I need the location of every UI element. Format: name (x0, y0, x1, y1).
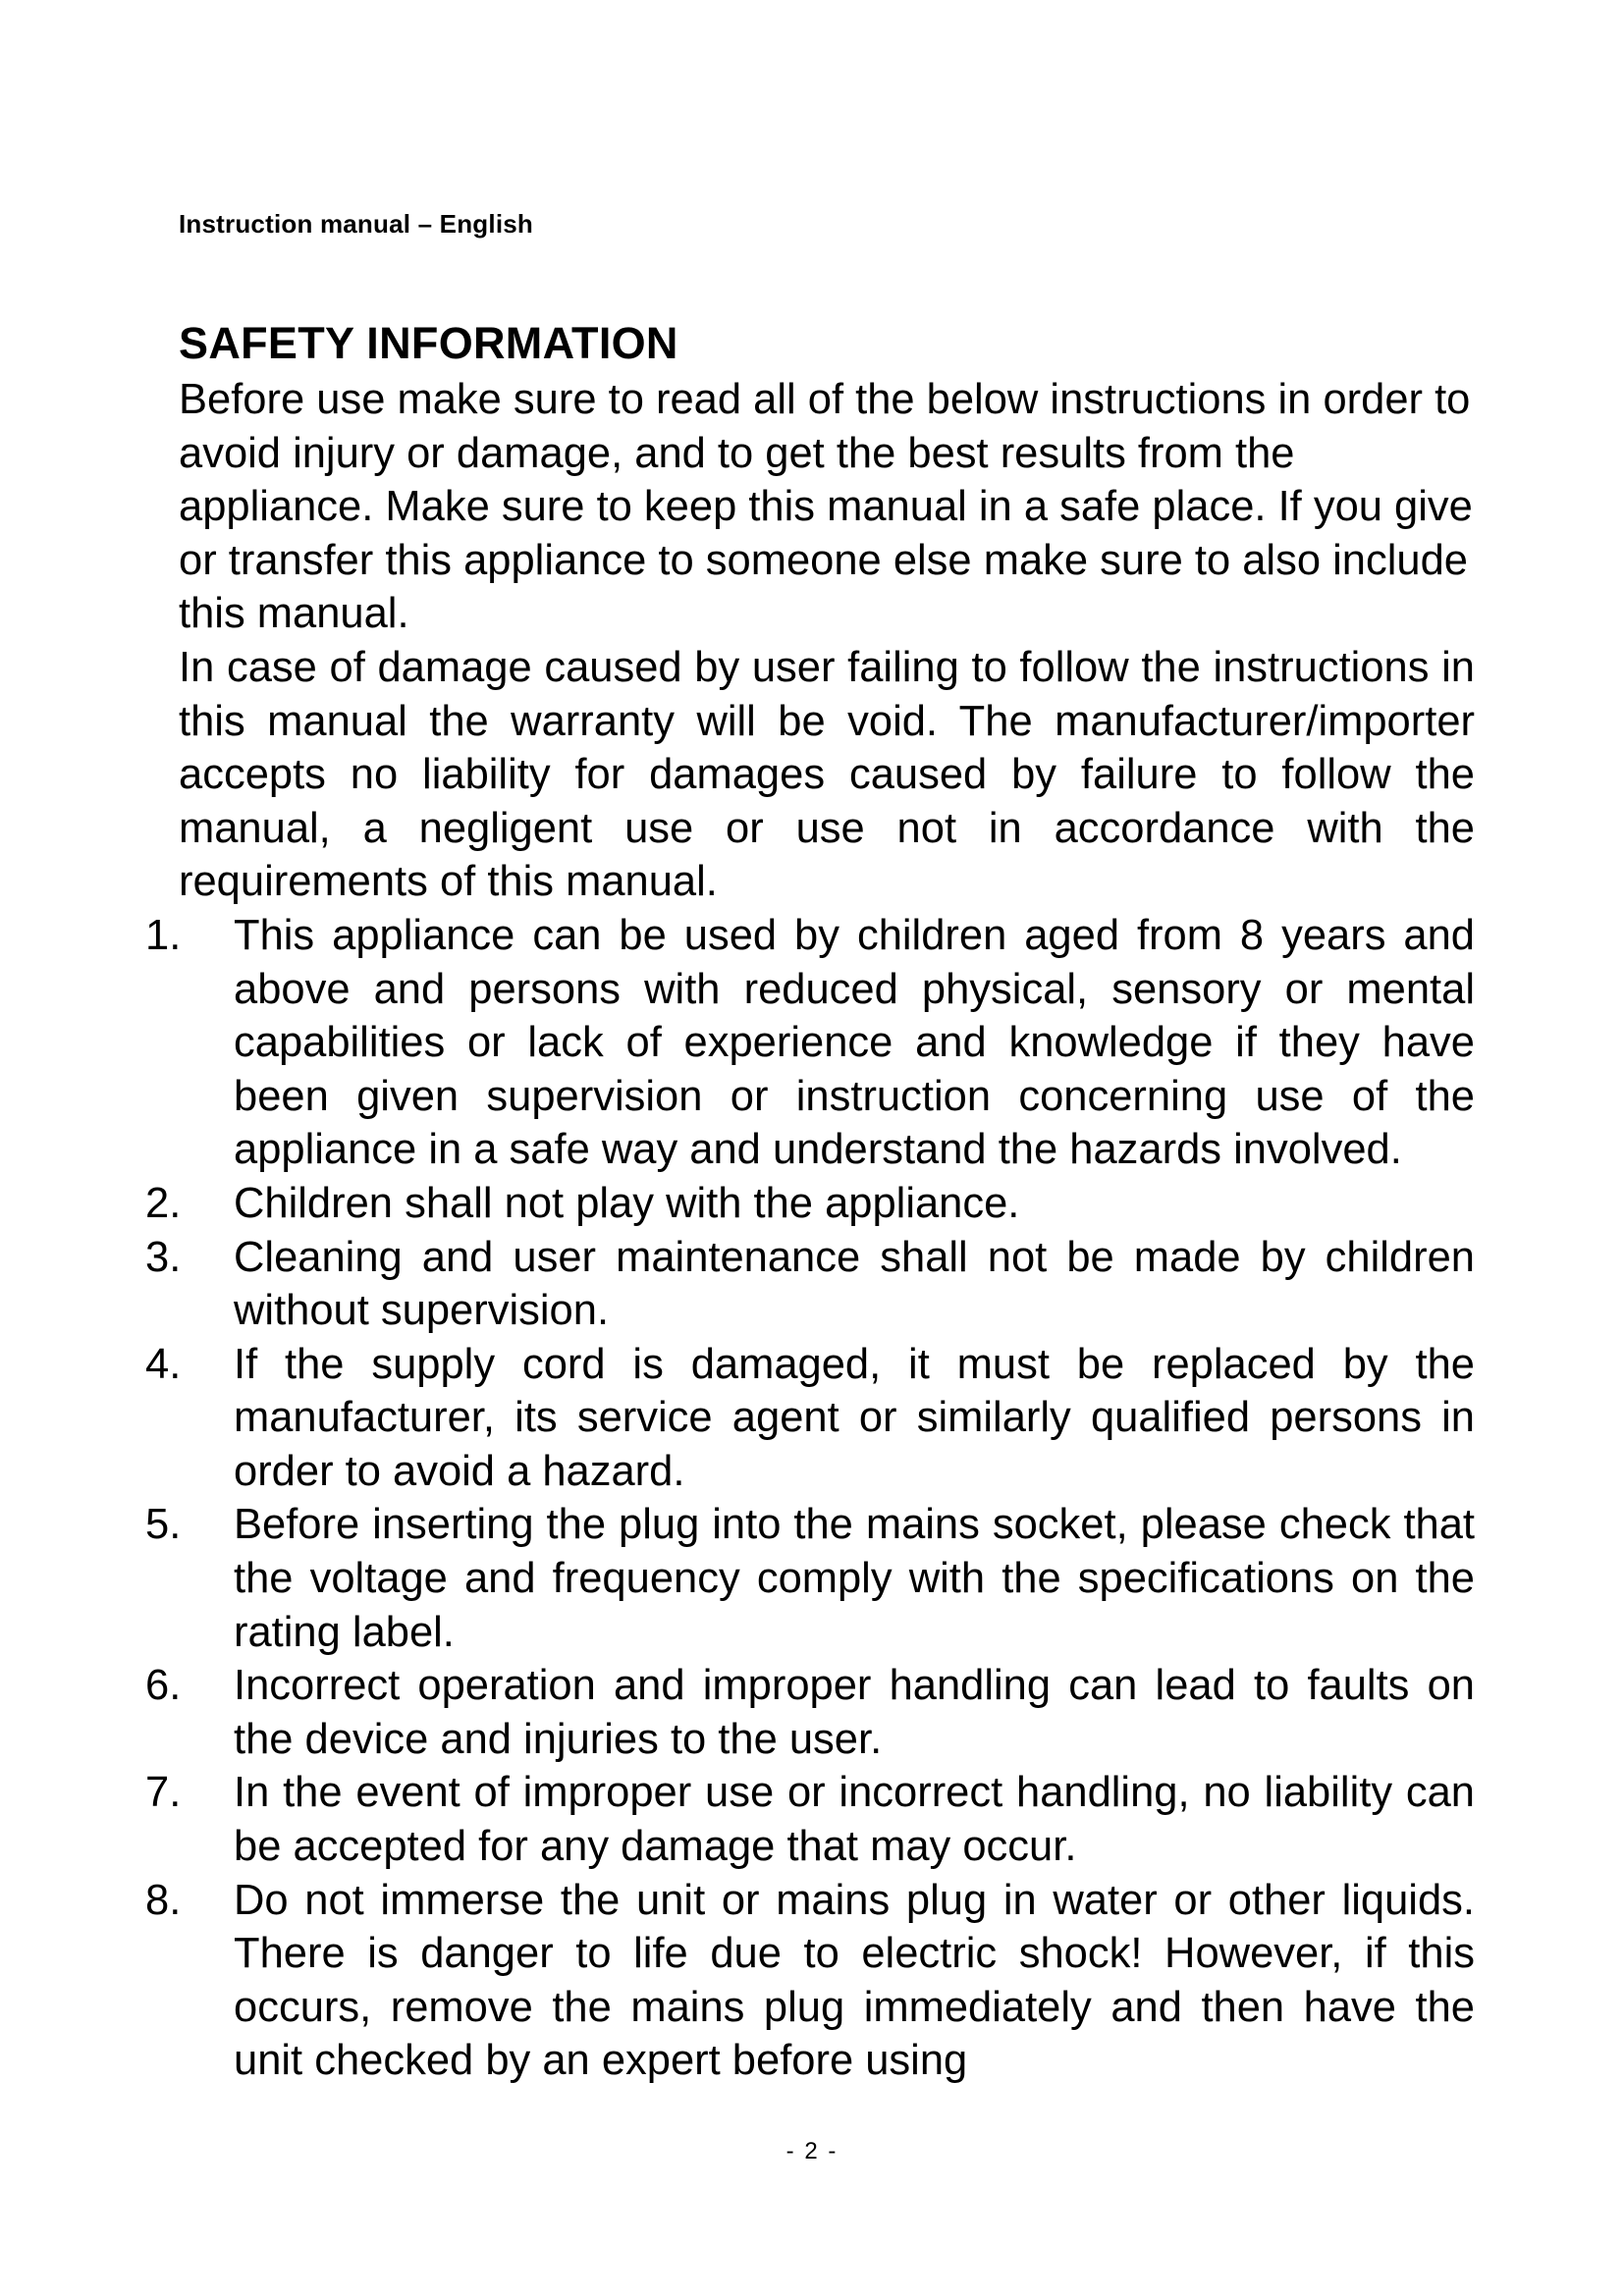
list-text: Incorrect operation and improper handling can lead to faults on the device and injuries to the user. (234, 1662, 1475, 1763)
list-text: Cleaning and user maintenance shall not be made by children without supervision. (234, 1233, 1475, 1335)
manual-header: Instruction manual – English (179, 209, 533, 239)
list-number: 5. (145, 1501, 182, 1549)
list-item (145, 1498, 1475, 1659)
list-text: Do not immerse the unit or mains plug in water or other liquids. There is danger to life due to electric shock! However, if this occurs, remove the mains plug immediately and then have the unit checked by an expert before using (234, 1876, 1475, 2085)
safety-content (145, 373, 1475, 2088)
list-text: In the event of improper use or incorrect handling, no liability can be accepted for any damage that may occur. (234, 1769, 1475, 1871)
list-item (145, 1766, 1475, 1873)
list-text: This appliance can be used by children aged from 8 years and above and persons with reduced physical, sensory or mental capabilities or lack of experience and knowledge if they have been given supervision or instruction concerning use of the appliance in a safe way and understand the hazards involved. (234, 911, 1475, 1174)
list-item (145, 1874, 1475, 2088)
list-number: 1. (145, 911, 182, 959)
page-number: - 2 - (785, 2138, 839, 2164)
list-number: 7. (145, 1769, 182, 1817)
list-number: 8. (145, 1876, 182, 1924)
list-item (145, 1659, 1475, 1766)
list-item (145, 1231, 1475, 1338)
warranty-paragraph: In case of damage caused by user failing to follow the instructions in this manual the warranty will be void. The manufacturer/importer accepts no liability for damages caused by failure to follow the manual, a negligent use or use not in accordance with the requirements of this manual. (179, 643, 1475, 906)
list-text: Before inserting the plug into the mains socket, please check that the voltage and frequency comply with the specifications on the rating label. (234, 1501, 1475, 1656)
list-number: 6. (145, 1662, 182, 1710)
list-number: 2. (145, 1179, 182, 1227)
list-text: If the supply cord is damaged, it must be replaced by the manufacturer, its service agent or similarly qualified persons in order to avoid a hazard. (234, 1340, 1475, 1495)
list-item (145, 909, 1475, 1177)
list-number: 4. (145, 1340, 182, 1388)
intro-paragraph: Before use make sure to read all of the below instructions in order to avoid injury or damage, and to get the best results from the appliance. Make sure to keep this manual in a safe place. If you give or transfer this appliance to someone else make sure to also include this manual. (179, 376, 1473, 638)
safety-list (145, 909, 1475, 2088)
list-number: 3. (145, 1233, 182, 1281)
list-text: Children shall not play with the appliance. (234, 1179, 1020, 1227)
list-item (145, 1338, 1475, 1499)
section-title: SAFETY INFORMATION (179, 318, 678, 368)
list-item (145, 1177, 1475, 1231)
